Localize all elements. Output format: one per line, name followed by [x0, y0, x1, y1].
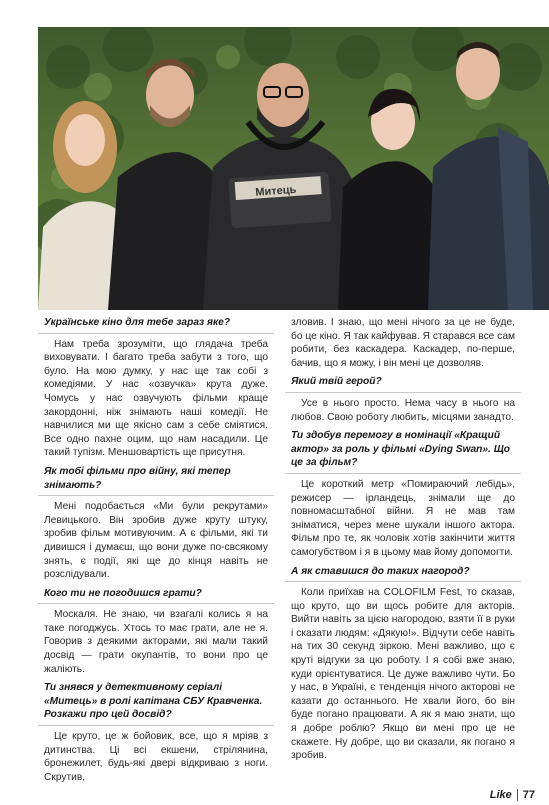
answer: Нам треба зрозуміти, що глядача треба виховувати. І багато треба забути з того, що було. На мою думку, у нас ще так собі з комедіями. У нас «озвучка» крута дуже. Чомусь у нас озвучують фільми краще закордонні, ніж знімають наші комедії. Не навчилися ми ще якісно сам з себе сміятися. Все одно пахне оцим, що нам насадили. Це такий тупізм. Меншовартість ще присутня. — [44, 338, 268, 459]
answer: Москаля. Не знаю, чи взагалі колись я на таке погоджусь. Хтось то має грати, але не я. Говорив з деякими акторами, які мали такий досвід — грати окупантів, то вони про це жаліють. — [44, 609, 268, 675]
magazine-brand: Like — [489, 789, 512, 801]
question: Як тобі фільми про війну, які тепер знімають? — [38, 465, 274, 496]
question: А як ставишся до таких нагород? — [285, 565, 521, 583]
question: Ти здобув перемогу в номінації «Кращий актор» за роль у фільмі «Dying Swan». Що це за фільм? — [285, 429, 521, 474]
answer: Усе в нього просто. Нема часу в нього на любов. Свою роботу любить, місцями занадто. — [291, 397, 515, 423]
answer: Коли приїхав на COLOFILM Fest, то сказав, що круто, що ви щось робите для акторів. Вийти навіть за цією нагородою, взяти її в руки і сказати людям: «Дякую!». Відчути себе навіть на тих 30 секунд зіркою. Мені важливо, що є круті відгуки за цю роботу. І я собі вже знаю, куди орієнтуватися. Це дуже важливо чути. Бо у нас, в Україні, є тенденція нічого акторові не казати до останнього. Не хвали його, бо він буде погано працювати. А як я маю знати, що я добре роблю? Якщо ви мені про це не скажете. Ну добре, що ви сказали, як погано я зробив. — [291, 587, 515, 762]
page-number: 77 — [522, 789, 535, 801]
answer-continuation: зловив. І знаю, що мені нічого за це не буде, бо це кіно. Я так кайфував. Я старався все сам робити, без каскадера. Каскадер, по-перше, бачив, що я можу, і він мені це дозволяв. — [291, 317, 515, 369]
cast-photo — [38, 27, 549, 310]
article-column-left — [38, 316, 274, 789]
cast-photo-illustration — [38, 27, 549, 310]
article-column-right — [285, 316, 521, 768]
device-label: Митець — [255, 183, 297, 199]
question: Українське кіно для тебе зараз яке? — [38, 316, 274, 334]
question: Кого ти не погодишся грати? — [38, 587, 274, 605]
question: Ти знявся у детективному серіалі «Митець» в ролі капітана СБУ Кравченка. Розкажи про цей досвід? — [38, 681, 274, 726]
answer: Це круто, це ж бойовик, все, що я мріяв з дитинства. Ці всі екшени, стрілянина, бронежилет, будь-які двері відкриваю з ноги. Скрутив, — [44, 731, 268, 783]
page-footer — [490, 789, 535, 801]
question: Який твій герой? — [285, 375, 521, 393]
footer-divider — [517, 789, 518, 801]
answer: Це короткий метр «Помираючий лебідь», режисер — ірландець, знімали ще до повномасштабної війни. Я не мав там зніматися, через мене шукали іншого актора. Фільм про те, як чоловік хотів закінчити життя самогубством і я в цьому мав йому допомогти. — [291, 478, 515, 558]
answer: Мені подобається «Ми були рекрутами» Левицького. Він зробив дуже круту штуку, зробив фільм мотивуючим. А є фільми, які ти дивишся і думаєш, що вони дуже по-свсякому знять, є події, які ще до кінця навіть не розслідували. — [44, 501, 268, 581]
